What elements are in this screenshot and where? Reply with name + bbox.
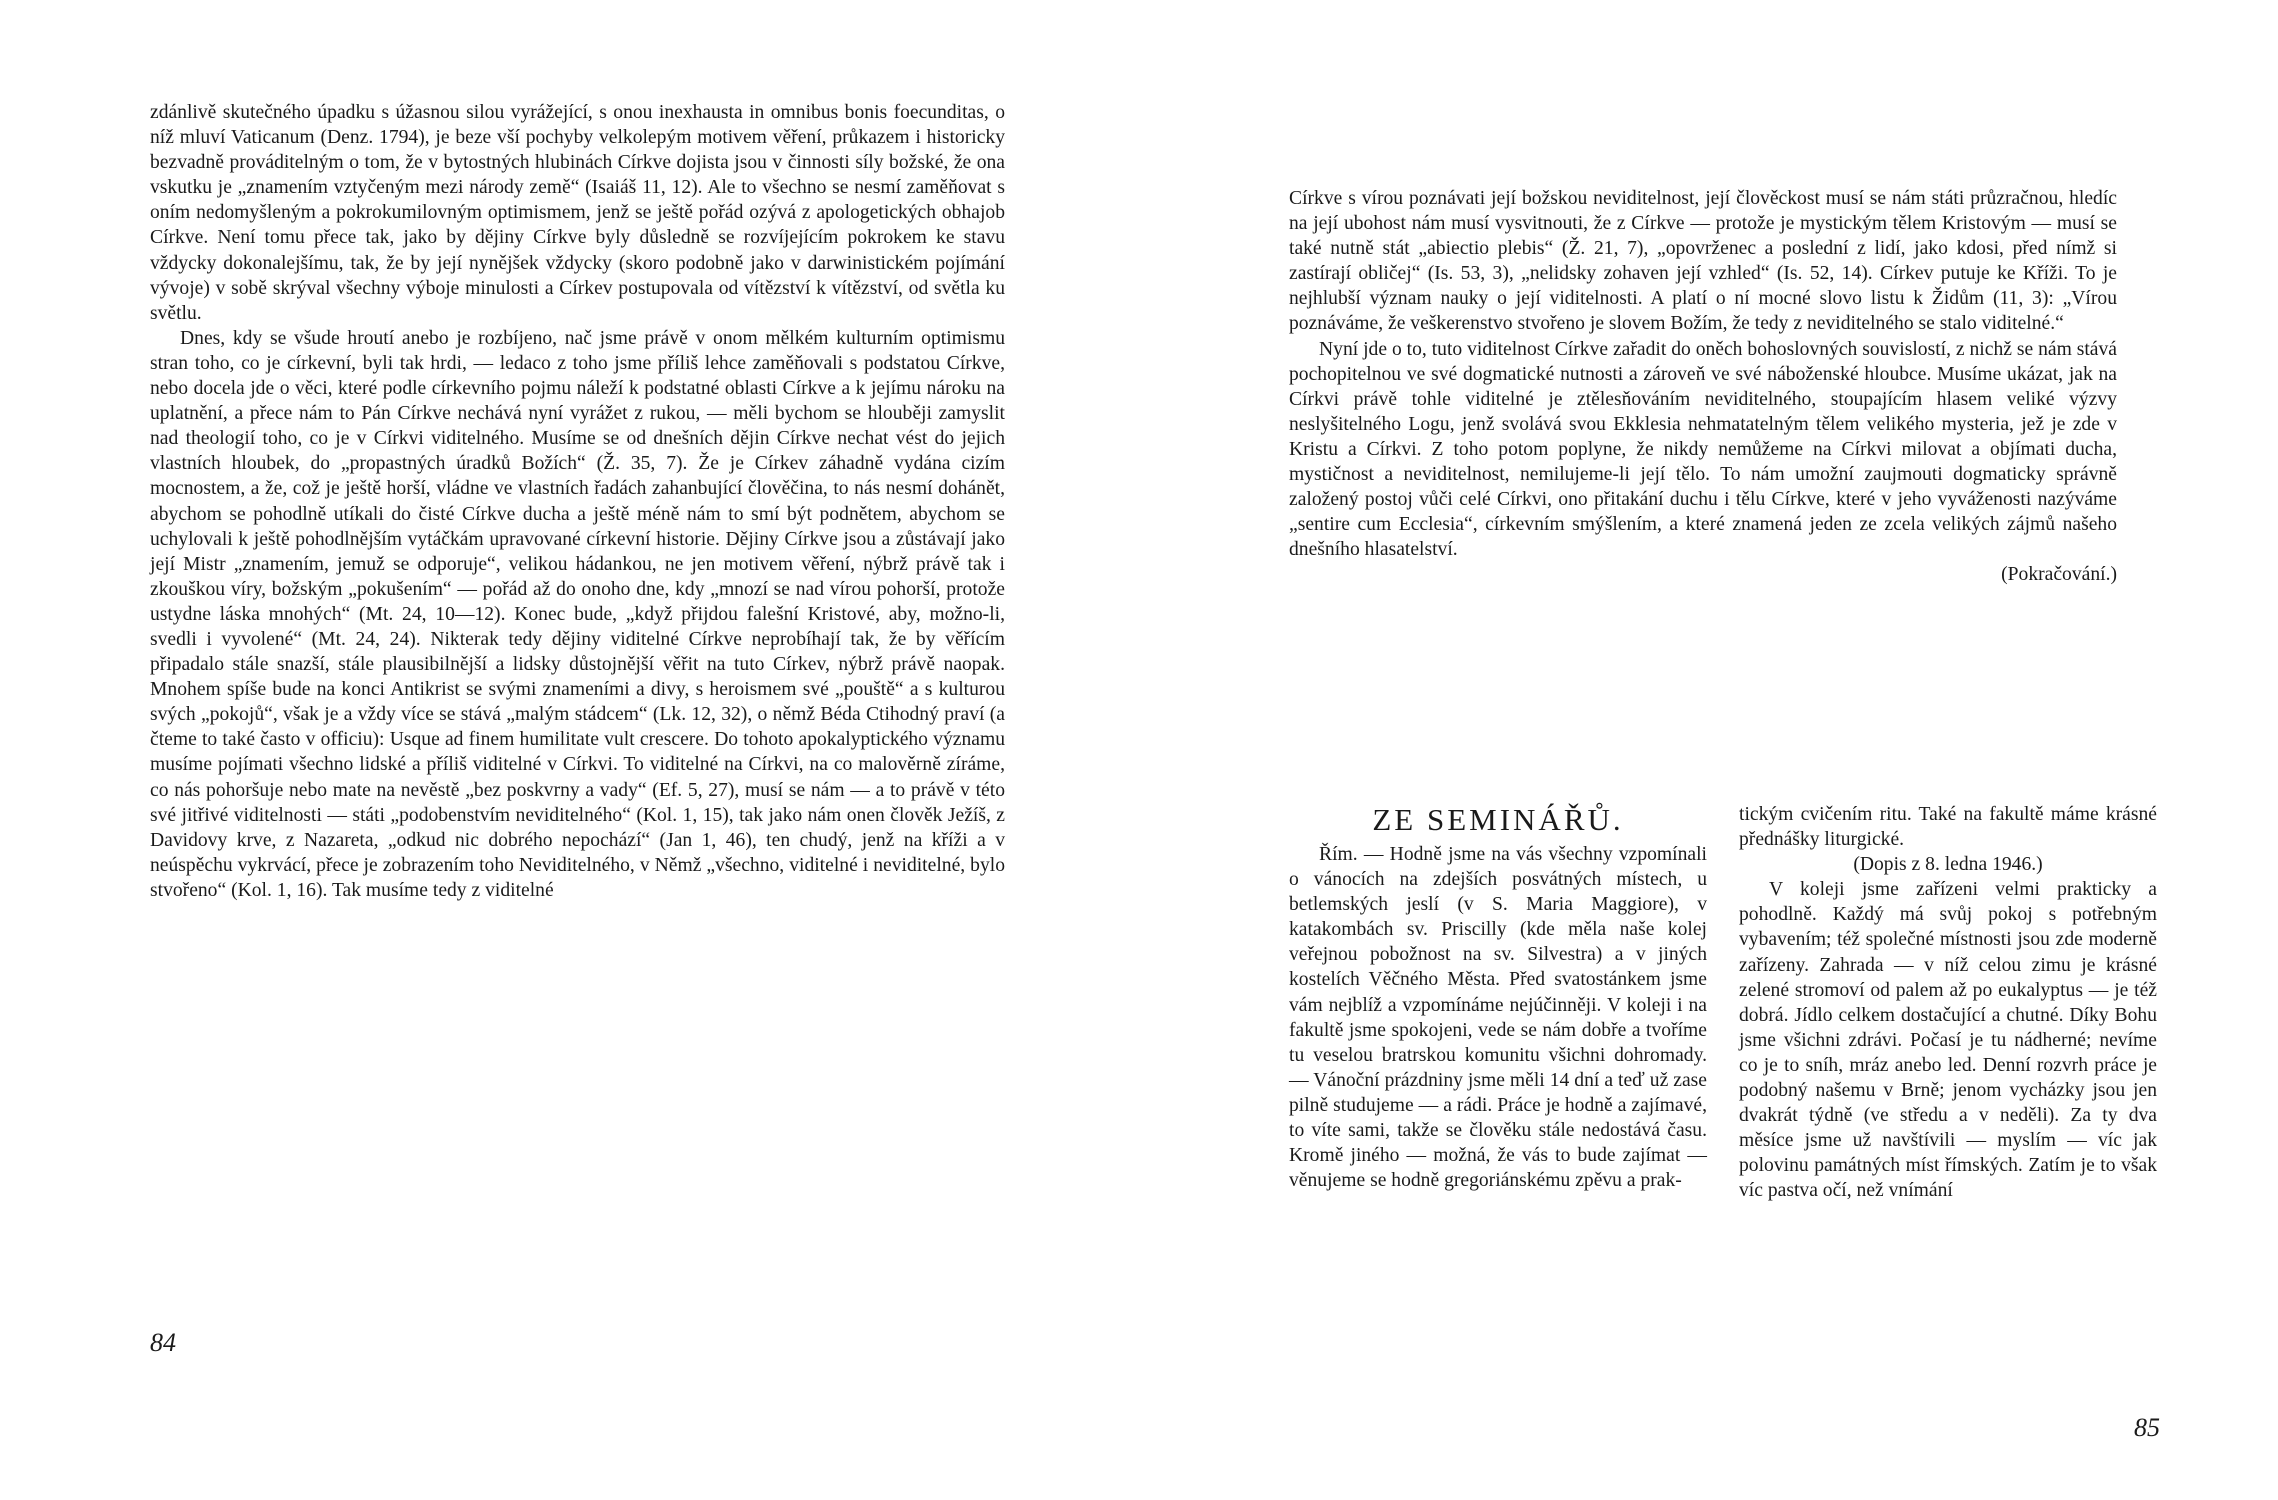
seminary-column-2 [1739,802,2157,1204]
paragraph: V koleji jsme zařízeni velmi prakticky a pohodlně. Každý má svůj pokoj s potřebným vybavením; též společné místnosti jsou zde moderně zařízeny. Zahrada — v níž celou zimu je krásné zelené stromoví od palem až po eukalyptus — je též dobrá. Jídlo celkem dostačující a chutné. Díky Bohu jsme všichni zdrávi. Počasí je tu nádherné; nevíme co je to sníh, mráz anebo led. Denní rozvrh práce je podobný našemu v Brně; jenom vycházky jsou jen dvakrát týdně (ve středu a v neděli). Za ty dva měsíce jsme už navštívili — myslím — víc jak polovinu památných míst římských. Zatím je to však víc pastva očí, než vnímání [1739,879,2157,1202]
page-number: 85 [2134,1413,2160,1442]
paragraph: Nyní jde o to, tuto viditelnost Církve zařadit do oněch bohoslovných souvislostí, z nichž se nám stává pochopitelnou ve své dogmatické nutnosti a zároveň ve své náboženské hloubce. Musíme ukázat, jak na Církvi právě tohle viditelné je ztělesňováním neviditelného, stoupajícím hlasem veliké výzvy neslyšitelného Logu, jenž svolává svou Ekklesia nehmatatelným tělem velikého mysteria, jež je zde v Kristu a Církvi. Z toho potom poplyne, že nikdy nemůžeme na Církvi milovat a objímati ducha, mystičnost a neviditelnost, nemilujeme-li její tělo. To nám umožní zaujmouti dogmaticky správně založený postoj vůči celé Církvi, ono přitakání duchu i tělu Církve, které v jeho vyváženosti nazýváme „sentire cum Ecclesia“, církevním smýšlením, a které znamená jeden ze zcela velikých zájmů našeho dnešního hlasatelství. [1289,338,2117,561]
page-number: 84 [150,1328,176,1357]
right-page [1139,0,2278,1500]
dateline: (Dopis z 8. ledna 1946.) [1853,854,2043,876]
paragraph: Dnes, kdy se všude hroutí anebo je rozbíjeno, nač jsme právě v onom mělkém kulturním optimismu stran toho, co je církevní, byli tak hrdi, — ledaco z toho jsme příliš lehce zaměňovali s podstatou Církve, nebo docela jde o věci, které podle církevního pojmu náleží k podstatné oblasti Církve a k jejímu nároku na uplatnění, a přece nám to Pán Církve nechává nyní vyrážet z rukou, — měli bychom se hlouběji zamyslit nad theologií toho, co je v Církvi viditelného. Musíme se od dnešních dějin Církve nechat vést do jejich vlastních hloubek, do „propastných úradků Božích“ (Ž. 35, 7). Že je Církev záhadně vydána cizím mocnostem, a že, což je ještě horší, vládne ve vlastních řadách zahanbující člověčina, to nás nesmí dohánět, abychom se pohodlně utíkali do čisté Církve ducha a ještě méně nám to smí být podnětem, abychom se uchylovali k ještě pohodlnějším vytáčkám upravované církevní historie. Dějiny Církve jsou a zůstávají jako její Mistr „znamením, jemuž se odporuje“, velikou hádankou, ne jen motivem věření, nýbrž právě tak i zkouškou víry, božským „pokušením“ — pořád až do onoho dne, kdy „mnozí se nad vírou pohorší, protože ustydne láska mnohých“ (Mt. 24, 10—12). Konec bude, „když přijdou falešní Kristové, aby, možno-li, svedli i vyvolené“ (Mt. 24, 24). Nikterak tedy dějiny viditelné Církve neprobíhají tak, že by věřícím připadalo stále snazší, stále plausibilnější a lidsky důstojnější věřit na tuto Církev, nýbrž právě naopak. Mnohem spíše bude na konci Antikrist se svými znameními a divy, s heroismem své „pouště“ a s kulturou svých „pokojů“, však je a vždy více se stává „malým stádcem“ (Lk. 12, 32), o němž Béda Ctihodný praví (a čteme to také často v officiu): Usque ad finem humilitate vult crescere. Do tohoto apokalyptického významu musíme pojímati všechno lidské a příliš viditelné v Církvi. To viditelné na Církvi, na co malověrně zíráme, co nás pohoršuje nebo mate na nevěstě „bez poskvrny a vady“ (Ef. 5, 27), musí se nám — a to právě v této své jitřivé viditelnosti — státi „podobenstvím neviditelného“ (Kol. 1, 15), tak jako nám onen člověk Ježíš, z Davidovy krve, z Nazareta, „odkud nic dobrého nepochází“ (Jan 1, 46), ten chudý, jenž na kříži a v neúspěchu vykrvácí, přece je zobrazením toho Neviditelného, v Němž „všechno, viditelné i neviditelné, bylo stvořeno“ (Kol. 1, 16). Tak musíme tedy z viditelné [150,327,1005,901]
seminary-column-1 [1289,802,1707,1193]
paragraph: zdánlivě skutečného úpadku s úžasnou silou vyrážející, s onou inexhausta in omnibus bonis foecunditas, o níž mluví Vaticanum (Denz. 1794), je beze vší pochyby velkolepým motivem věření, průkazem i historicky bezvadně prováditelným o tom, že v bytostných hlubinách Církve dojista jsou v činnosti síly božské, že ona vskutku je „znamením vztyčeným mezi národy země“ (Isaiáš 11, 12). Ale to všechno se nesmí zaměňovat s oním nedomyšleným a pokrokumilovným optimismem, jenž se ještě pořád ozývá z apologetických obhajob Církve. Není tomu přece tak, jako by dějiny Církve byly důsledně se rozvíjejícím pokrokem ke stavu vždycky dokonalejšímu, tak, že by její nynějšek vždycky (skoro podobně jako v darwinistickém pojímání vývoje) v sobě skrýval všechny výboje minulosti a Církev postupovala od vítězství k vítězství, od světla ku světlu. [150,102,1005,324]
left-page-text [150,100,1005,903]
paragraph: tickým cvičením ritu. Také na fakultě máme krásné přednášky liturgické. [1739,804,2157,851]
right-page-text [1289,186,2117,588]
paragraph: Řím. — Hodně jsme na vás všechny vzpomínali o vánocích na zdejších posvátných místech, u betlemských jeslí (v S. Maria Maggiore), v katakombách sv. Priscilly (kde měla naše kolej veřejnou pobožnost na sv. Silvestra) a v jiných kostelích Věčného Města. Před svatostánkem jsme vám nejblíž a vzpomínáme nejúčinněji. V koleji i na fakultě jsme spokojeni, vede se nám dobře a tvoříme tu veselou bratrskou komunitu všichni dohromady. — Vánoční prázdniny jsme měli 14 dní a teď už zase pilně studujeme — a rádi. Práce je hodně a zajímavé, to víte sami, takže se člověku stále nedostává času. Kromě jiného — možná, že vás to bude zajímat — věnujeme se hodně gregoriánskému zpěvu a prak- [1289,844,1707,1192]
continued-note: (Pokračování.) [2001,564,2117,586]
section-heading: ZE SEMINÁŘŮ. [1372,802,1624,837]
paragraph: Církve s vírou poznávati její božskou neviditelnost, její člověckost musí se nám státi průzračnou, hledíc na její ubohost nám musí vysvitnouti, že z Církve — protože je mystickým tělem Kristovým — musí se také nutně stát „abiectio plebis“ (Ž. 21, 7), „opovrženec a poslední z lidí, jako kdosi, před nímž si zastírají obličej“ (Is. 53, 3), „nelidsky zohaven její vzhled“ (Is. 52, 14). Církev putuje ke Kříži. To je nejhlubší význam nauky o její viditelnosti. A platí o ní mocné slovo listu k Židům (11, 3): „Vírou poznáváme, že veškerenstvo stvořeno je slovem Božím, že tedy z neviditelného se stalo viditelné.“ [1289,188,2117,335]
